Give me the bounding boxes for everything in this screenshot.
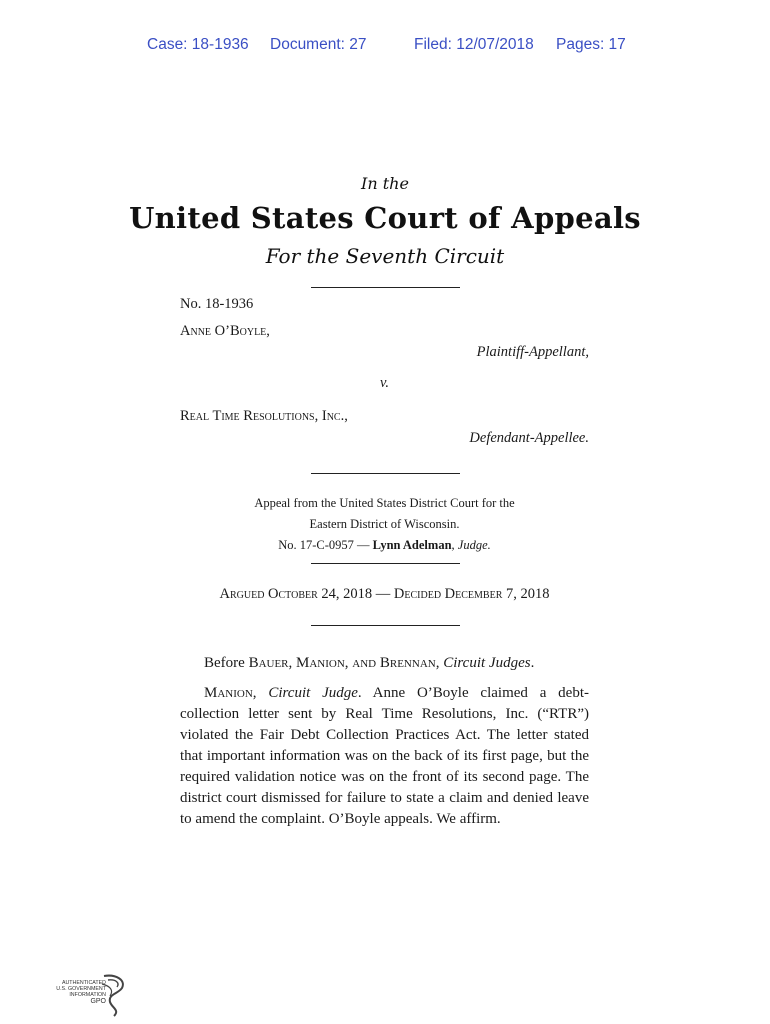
appeal-line: Appeal from the United States District Court for the xyxy=(254,496,515,510)
court-name: United States Court of Appeals xyxy=(129,201,641,235)
gpo-mark: GPO xyxy=(90,997,106,1005)
ecf-header-stamp xyxy=(0,36,770,56)
gpo-authentication-logo xyxy=(44,974,130,1018)
judge-names: Bauer, Manion, and Brennan xyxy=(248,655,436,671)
versus: v. xyxy=(380,375,389,391)
appeal-origin xyxy=(180,493,589,556)
plaintiff-name: Anne O’Boyle, xyxy=(180,323,270,339)
gpo-line: INFORMATION xyxy=(69,992,106,999)
defendant-name: Real Time Resolutions, Inc., xyxy=(180,408,348,424)
district-judge-name: Lynn Adelman xyxy=(372,538,452,552)
divider-rule xyxy=(311,563,460,564)
appeal-line xyxy=(180,535,589,556)
before-end: . xyxy=(530,655,535,671)
district-case-number: No. 17-C-0957 — xyxy=(278,538,373,552)
divider-rule xyxy=(311,625,460,626)
panel-judges xyxy=(180,653,589,674)
appeal-line: Eastern District of Wisconsin. xyxy=(309,517,460,531)
district-judge-title: , Judge. xyxy=(451,538,491,552)
divider-rule xyxy=(311,287,460,288)
argued-decided-dates: Argued October 24, 2018 — Decided December 7, 2018 xyxy=(219,586,550,602)
opinion-author-title: Circuit Judge xyxy=(268,685,358,701)
divider-rule xyxy=(311,473,460,474)
opinion-text: . Anne O’Boyle claimed a debt-collection letter sent by Real Time Resolutions, Inc. (“RTR”) violated the Fair Debt Collection Practices Act. The letter stated that important information was on the back of its first page, but the required validation notice was on the front of its second page. The district court dismissed for failure to state a claim and denied leave to amend the complaint. O’Boyle appeals. We affirm. xyxy=(180,685,589,827)
judges-title: Circuit Judges xyxy=(443,655,531,671)
before-prefix: Before xyxy=(204,655,249,671)
before-sep: , xyxy=(435,655,444,671)
gpo-text xyxy=(44,980,106,1005)
opinion-author: Manion xyxy=(204,685,253,701)
gpo-line: AUTHENTICATED xyxy=(61,980,106,986)
filed-date-stamp: Filed: 12/07/2018 xyxy=(414,36,534,53)
case-number: No. 18-1936 xyxy=(180,296,254,312)
eagle-icon xyxy=(100,974,130,1018)
defendant-role: Defendant-Appellee. xyxy=(469,430,589,446)
court-intro: In the xyxy=(361,174,409,193)
opinion-paragraph xyxy=(180,683,589,830)
court-circuit: For the Seventh Circuit xyxy=(265,244,505,268)
plaintiff-role: Plaintiff-Appellant, xyxy=(476,344,589,360)
author-sep: , xyxy=(252,685,269,701)
case-number-stamp: Case: 18-1936 xyxy=(147,36,249,53)
gpo-line: U.S. GOVERNMENT xyxy=(56,986,106,993)
document-number-stamp: Document: 27 xyxy=(270,36,367,53)
page-count-stamp: Pages: 17 xyxy=(556,36,626,53)
